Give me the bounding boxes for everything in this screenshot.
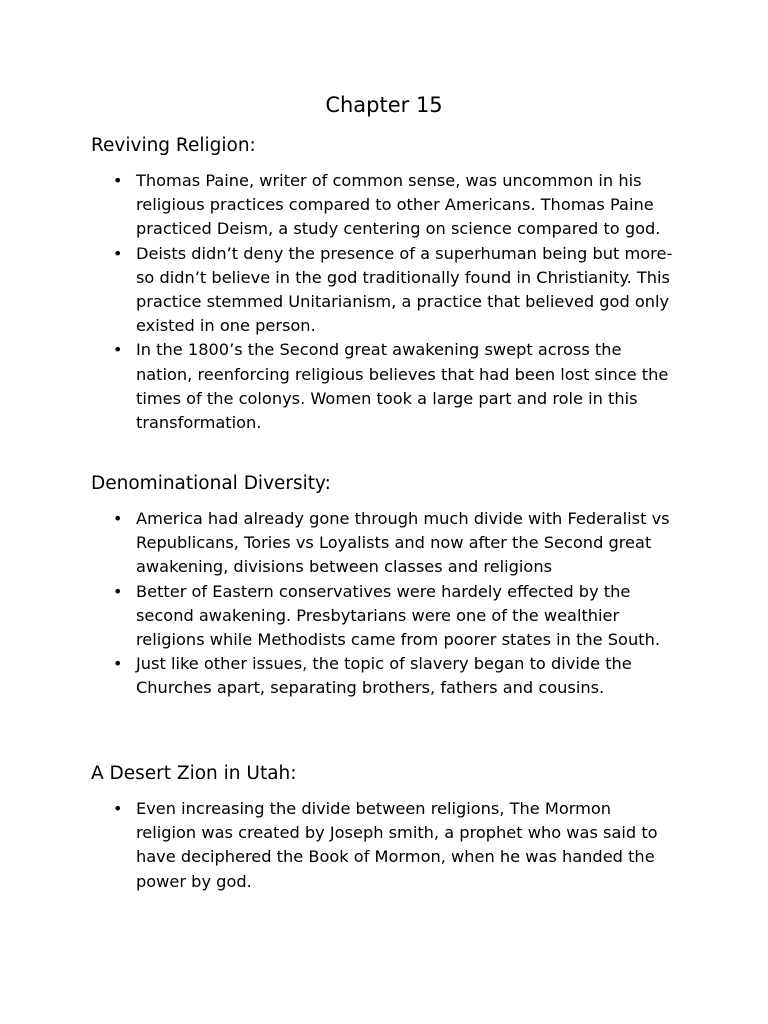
page-title: Chapter 15 <box>325 93 443 117</box>
bullet-icon: • <box>113 171 123 190</box>
bullet-list <box>91 507 691 701</box>
bullet-icon: • <box>113 581 123 601</box>
bullet-list <box>91 797 691 894</box>
list-item <box>91 652 676 700</box>
list-item-text: Thomas Paine, writer of common sense, was uncommon in his religious practices compared to other Americans. Thomas Paine practiced Deism, a study centering on science compared to god. <box>136 171 661 239</box>
list-item <box>91 338 676 435</box>
list-item <box>91 507 676 580</box>
section-heading: Denominational Diversity: <box>91 473 331 494</box>
list-item-text: Better of Eastern conservatives were hardely effected by the second awakening. Presbytarians were one of the wealthier religions while Methodists came from poorer states in the South. <box>136 581 660 650</box>
list-item-text: Deists didn’t deny the presence of a superhuman being but more-so didn’t believe in the god traditionally found in Christianity. This practice stemmed Unitarianism, a practice that believed god only existed in one person. <box>136 243 673 336</box>
list-item <box>91 242 676 339</box>
list-item <box>91 580 676 653</box>
list-item-text: Even increasing the divide between religions, The Mormon religion was created by Joseph smith, a prophet who was said to have deciphered the Book of Mormon, when he was handed the power by god. <box>136 799 658 891</box>
list-item-text: Just like other issues, the topic of slavery began to divide the Churches apart, separating brothers, fathers and cousins. <box>136 654 632 698</box>
bullet-icon: • <box>113 340 123 360</box>
list-item <box>91 169 676 242</box>
bullet-icon: • <box>113 243 123 263</box>
bullet-icon: • <box>113 654 123 674</box>
bullet-icon: • <box>113 799 123 818</box>
section-denominational-diversity <box>91 471 691 701</box>
list-item-text: America had already gone through much divide with Federalist vs Republicans, Tories vs Loyalists and now after the Second great awakening, divisions between classes and religions <box>136 509 670 577</box>
section-reviving-religion <box>91 133 691 435</box>
bullet-icon: • <box>113 509 123 528</box>
list-item-text: In the 1800’s the Second great awakening swept across the nation, reenforcing religious believes that had been lost since the times of the colonys. Women took a large part and role in this transformation. <box>136 340 669 433</box>
section-heading: Reviving Religion: <box>91 135 256 156</box>
section-desert-zion <box>91 761 691 894</box>
bullet-list <box>91 169 691 435</box>
list-item <box>91 797 676 894</box>
section-heading: A Desert Zion in Utah: <box>91 763 297 784</box>
